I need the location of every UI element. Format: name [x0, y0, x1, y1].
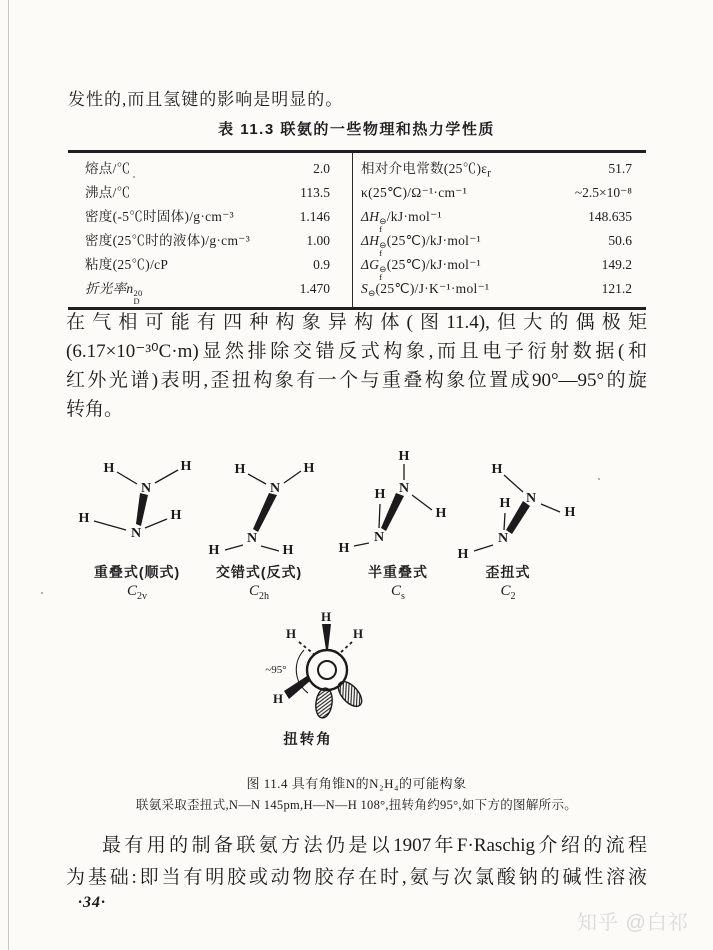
atom-label-h: H — [457, 547, 469, 562]
property-label: ΔH ⊖ f (25℃)/kJ·mol⁻¹ — [361, 233, 481, 258]
text-line: 红外光谱)表明,歪扭构象有一个与重叠构象位置成90°—95°的旋 — [66, 370, 647, 391]
atom-label-h: H — [374, 487, 386, 502]
figure-caption-note: 联氨采取歪扭式,N—N 145pm,H—N—H 108°,扭转角约95°,如下方的图解所示。 — [135, 798, 578, 812]
atom-label-h: H — [564, 505, 576, 520]
property-label: 密度(25℃时的液体)/g·cm⁻³ — [85, 233, 251, 248]
atom-label-h: H — [103, 461, 115, 476]
point-group-label: $C_{2v}$ — [126, 583, 148, 602]
property-value: 0.9 — [313, 257, 330, 272]
atom-label-h: H — [320, 609, 332, 624]
atom-label-n: N — [373, 530, 385, 545]
atom-label-h: H — [234, 462, 246, 477]
properties-table — [68, 150, 646, 310]
property-value: 1.470 — [299, 281, 330, 296]
atom-label-h: H — [491, 462, 503, 477]
property-value: 2.0 — [313, 161, 330, 176]
conformer-name: 半重叠式 — [368, 564, 428, 580]
table-row — [68, 205, 352, 229]
property-value: 148.635 — [588, 209, 632, 224]
atom-label-n: N — [130, 526, 142, 541]
table-row — [353, 253, 646, 282]
newman-inner-circle — [318, 661, 336, 679]
property-label: 沸点/℃ — [85, 185, 131, 200]
table-row — [353, 181, 646, 205]
property-value: 113.5 — [300, 185, 330, 200]
atom-label-n: N — [525, 491, 537, 506]
property-value: 51.7 — [608, 161, 632, 176]
property-label: ΔG ⊖ f (25℃)/kJ·mol⁻¹ — [361, 257, 481, 282]
table-title: 表 11.3 联氨的一些物理和热力学性质 — [218, 121, 495, 138]
atom-label-n: N — [140, 481, 152, 496]
conformer-name: 歪扭式 — [485, 564, 531, 580]
atom-label-h: H — [282, 543, 294, 558]
bold-nn-bond — [253, 493, 277, 532]
conformer-eclipsed — [79, 459, 192, 541]
table-row — [68, 229, 352, 253]
conformer-name: 交错式(反式) — [215, 564, 303, 580]
table-row — [68, 157, 352, 181]
property-value: 121.2 — [601, 281, 632, 296]
front-bond-wedge — [322, 624, 331, 650]
table-left-column — [68, 153, 352, 307]
point-group-label: $C_s$ — [391, 583, 405, 602]
property-value: 50.6 — [608, 233, 632, 248]
property-label: ΔH ⊖ f /kJ·mol⁻¹ — [361, 209, 442, 234]
point-group-label: $C_{2h}$ — [248, 583, 270, 602]
atom-label-n: N — [497, 531, 509, 546]
table-row — [353, 157, 646, 181]
front-bond-wedge — [284, 676, 310, 699]
point-group-label: $C_2$ — [500, 583, 516, 602]
conformer-name: 重叠式(顺式) — [93, 564, 181, 580]
figure-caption-title: 图 11.4 具有角锥N的N₂H₄的可能构象 — [246, 776, 467, 791]
atom-label-h: H — [285, 626, 297, 641]
property-label: 粘度(25℃)/cP — [85, 257, 169, 272]
table-row — [68, 253, 352, 277]
property-label: κ(25℃)/Ω⁻¹·cm⁻¹ — [361, 185, 468, 200]
property-value: 1.146 — [299, 209, 330, 224]
property-label: 折光率n 20 D — [85, 281, 143, 306]
atom-label-n: N — [246, 531, 258, 546]
property-label: S ⊖ (25℃)/J·K⁻¹·mol⁻¹ — [361, 281, 490, 298]
conformer-structures-diagram — [60, 440, 620, 570]
property-value: 1.00 — [306, 233, 330, 248]
atom-label-h: H — [78, 511, 90, 526]
conformer-semi-eclipsed — [339, 449, 447, 556]
property-label: 密度(-5℃时固体)/g·cm⁻³ — [85, 209, 234, 224]
newman-caption: 扭转角 — [283, 732, 333, 748]
watermark: 知乎 @白祁 — [577, 912, 689, 934]
atom-label-h: H — [499, 496, 511, 511]
lone-pair-lobe — [314, 687, 334, 719]
property-label: 相对介电常数$(25℃)\varepsilon_r$ — [361, 161, 492, 180]
table-row — [353, 205, 646, 234]
atom-label-n: N — [269, 481, 281, 496]
lone-pair-lobe — [334, 677, 366, 710]
page-number: ·34· — [78, 894, 106, 911]
table-row — [353, 277, 646, 301]
text-line: 在气相可能有四种构象异构体(图11.4),但大的偶极矩 — [66, 312, 647, 333]
text-line: 最有用的制备联氨方法仍是以1907年F·Raschig介绍的流程 — [102, 835, 647, 856]
atom-label-h: H — [303, 461, 315, 476]
scan-speck — [41, 592, 43, 594]
body-paragraph — [66, 308, 647, 424]
table-row — [353, 229, 646, 258]
text-line: (6.17×10⁻³⁰C·m)显然排除交错反式构象,而且电子衍射数据(和 — [66, 341, 647, 362]
torsion-angle-newman-diagram — [240, 602, 430, 742]
angle-value-label: ~95° — [265, 664, 287, 676]
table-row — [68, 277, 352, 306]
conformer-gauche — [458, 462, 576, 562]
property-label: 熔点/℃ — [85, 161, 131, 176]
atom-label-h: H — [338, 541, 350, 556]
table-row — [68, 181, 352, 205]
atom-label-h: H — [435, 506, 447, 521]
property-value: 149.2 — [601, 257, 632, 272]
property-value: ~2.5×10⁻⁸ — [574, 185, 632, 200]
atom-label-n: N — [398, 481, 410, 496]
text-line: 为基础:即当有明胶或动物胶存在时,氨与次氯酸钠的碱性溶液 — [66, 867, 647, 888]
back-bond-dashed — [338, 642, 352, 655]
atom-label-h: H — [272, 691, 284, 706]
table-right-column — [352, 153, 646, 307]
text-line: 转角。 — [66, 399, 124, 420]
atom-label-h: H — [208, 543, 220, 558]
atom-label-h: H — [180, 459, 192, 474]
atom-label-h: H — [352, 626, 364, 641]
conformer-staggered — [209, 461, 315, 558]
body-paragraph — [66, 830, 647, 894]
bold-nn-bond — [136, 493, 148, 526]
intro-line: 发性的,而且氢键的影响是明显的。 — [68, 90, 344, 109]
atom-label-h: H — [398, 449, 410, 464]
atom-label-h: H — [170, 508, 182, 523]
